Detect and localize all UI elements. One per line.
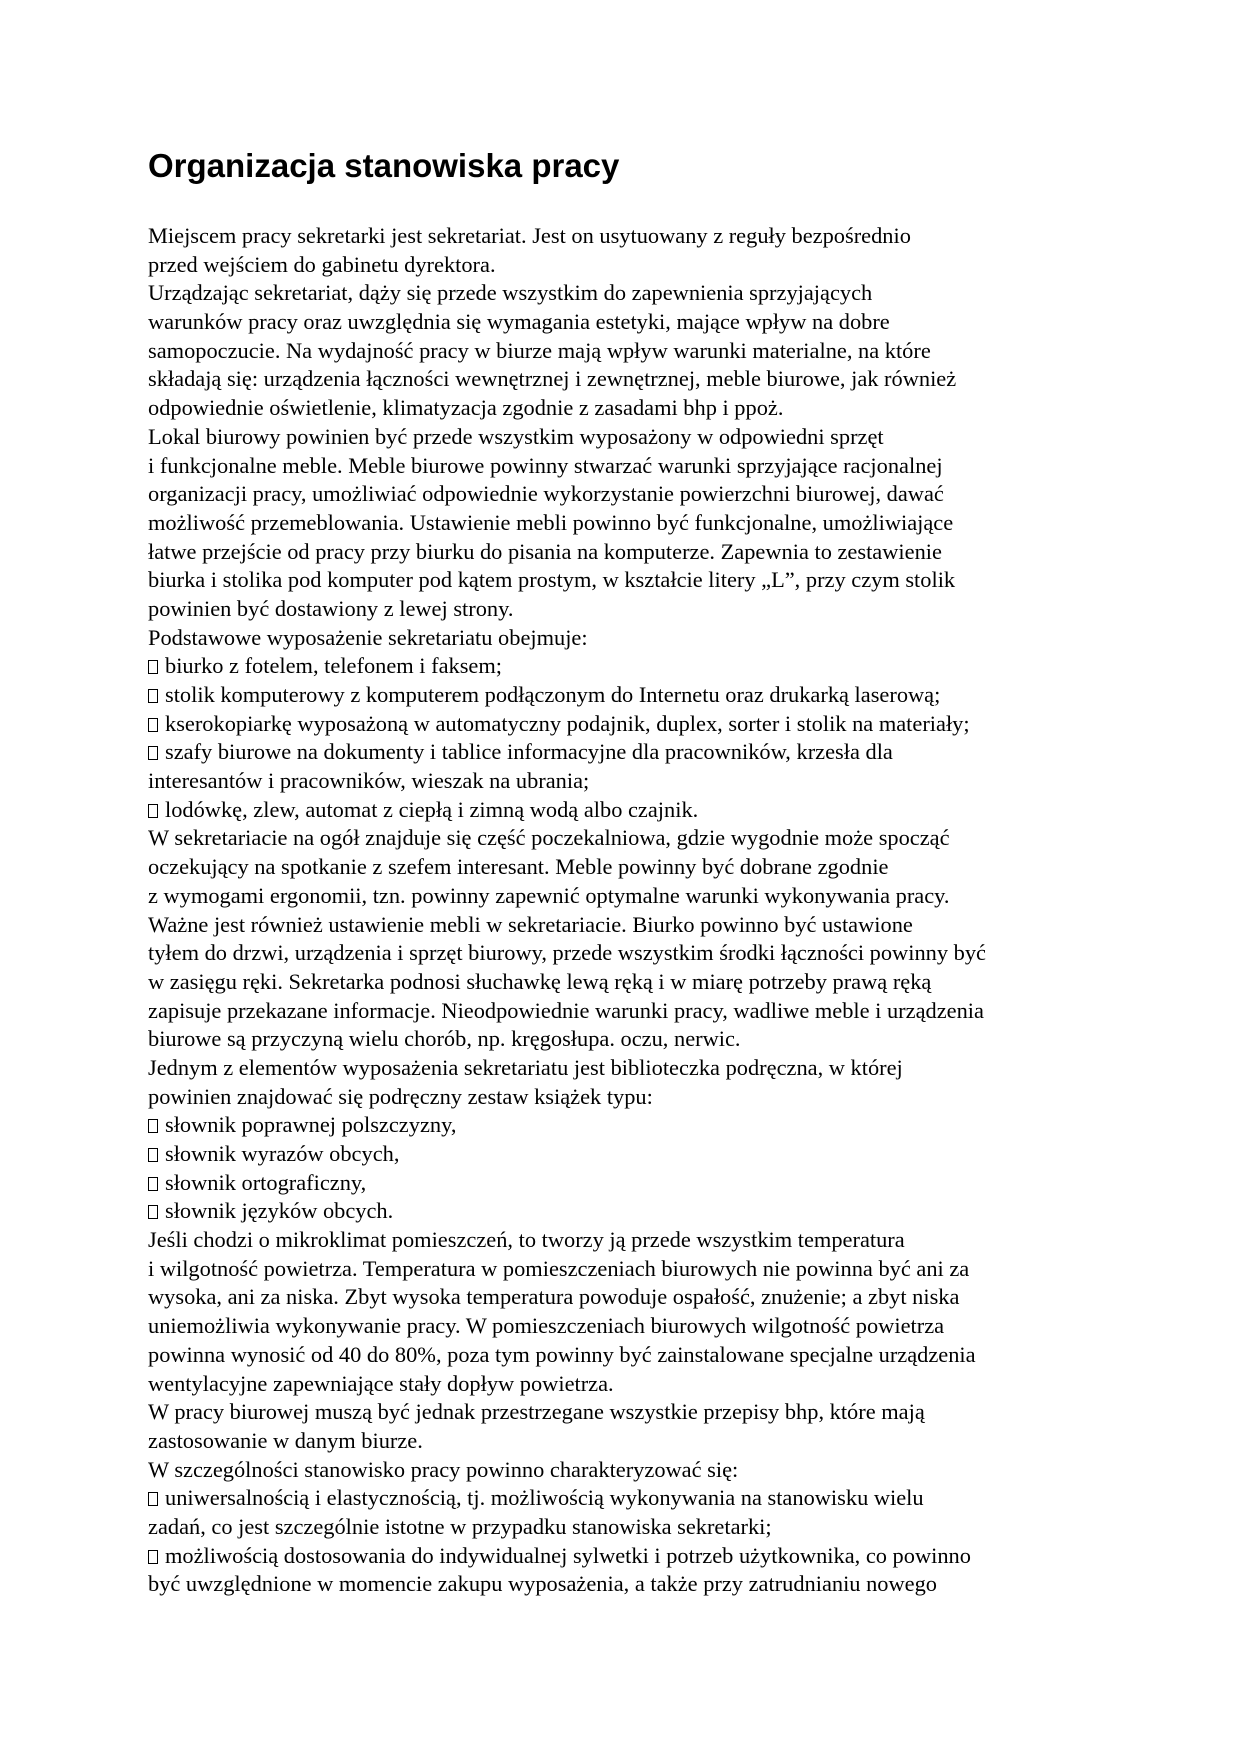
bullet-box-icon — [148, 746, 158, 760]
line-text: składają się: urządzenia łączności wewnętrznej i zewnętrznej, meble biurowe, jak również — [148, 366, 957, 392]
text-line — [148, 767, 1098, 796]
text-line — [148, 824, 1098, 853]
line-text: samopoczucie. Na wydajność pracy w biurze mają wpływ warunki materialne, na które — [148, 337, 931, 363]
line-text: słownik wyrazów obcych, — [165, 1141, 400, 1166]
text-line — [148, 1341, 1098, 1370]
text-line — [148, 624, 1098, 653]
line-text: w zasięgu ręki. Sekretarka podnosi słuchawkę lewą ręką i w miarę potrzeby prawą ręką — [148, 968, 932, 994]
text-line — [148, 1025, 1098, 1054]
line-text: możliwością dostosowania do indywidualnej sylwetki i potrzeb użytkownika, co powinno — [165, 1542, 971, 1568]
text-line — [148, 882, 1098, 911]
bullet-box-icon — [148, 1148, 158, 1162]
line-text: zapisuje przekazane informacje. Nieodpowiednie warunki pracy, wadliwe meble i urządzenia — [148, 997, 984, 1023]
bullet-list-item — [148, 681, 1098, 710]
text-line — [148, 1312, 1098, 1341]
line-text: zastosowanie w danym biurze. — [148, 1427, 423, 1453]
line-text: Lokal biurowy powinien być przede wszystkim wyposażony w odpowiedni sprzęt — [148, 423, 884, 449]
text-line — [148, 1255, 1098, 1284]
text-line — [148, 595, 1098, 624]
bullet-list-item — [148, 1169, 1098, 1198]
line-text: lodówkę, zlew, automat z ciepłą i zimną wodą albo czajnik. — [165, 796, 699, 822]
text-line — [148, 509, 1098, 538]
bullet-list-item — [148, 1542, 1098, 1571]
bullet-box-icon — [148, 718, 158, 732]
line-text: Miejscem pracy sekretarki jest sekretariat. Jest on usytuowany z reguły bezpośrednio — [148, 223, 911, 248]
page-title: Organizacja stanowiska pracy — [148, 147, 620, 184]
line-text: możliwość przemeblowania. Ustawienie mebli powinno być funkcjonalne, umożliwiające — [148, 509, 954, 535]
bullet-box-icon — [148, 1550, 158, 1564]
line-text: powinien znajdować się podręczny zestaw książek typu: — [148, 1083, 653, 1109]
line-text: zadań, co jest szczególnie istotne w przypadku stanowiska sekretarki; — [148, 1513, 772, 1539]
line-text: uniwersalnością i elastycznością, tj. możliwością wykonywania na stanowisku wielu — [165, 1485, 924, 1511]
line-text: uniemożliwia wykonywanie pracy. W pomieszczeniach biurowych wilgotność powietrza — [148, 1313, 945, 1339]
line-text: Jeśli chodzi o mikroklimat pomieszczeń, to tworzy ją przede wszystkim temperatura — [148, 1227, 905, 1253]
line-text: Urządzając sekretariat, dąży się przede wszystkim do zapewnienia sprzyjających — [148, 280, 873, 306]
bullet-list-item — [148, 1140, 1098, 1169]
text-line — [148, 279, 1098, 308]
line-text: wentylacyjne zapewniające stały dopływ powietrza. — [148, 1370, 614, 1396]
line-text: łatwe przejście od pracy przy biurku do pisania na komputerze. Zapewnia to zestawienie — [148, 538, 942, 564]
text-line — [148, 308, 1098, 337]
bullet-list-item — [148, 652, 1098, 681]
line-text: wysoka, ani za niska. Zbyt wysoka temperatura powoduje ospałość, znużenie; a zbyt niska — [148, 1284, 960, 1310]
bullet-box-icon — [148, 1205, 158, 1219]
line-text: W sekretariacie na ogół znajduje się część poczekalniowa, gdzie wygodnie może spocząć — [148, 825, 950, 851]
text-line — [148, 365, 1098, 394]
text-line — [148, 394, 1098, 423]
text-line — [148, 1513, 1098, 1542]
line-text: powinien być dostawiony z lewej strony. — [148, 595, 514, 621]
text-line — [148, 997, 1098, 1026]
line-text: Ważne jest również ustawienie mebli w sekretariacie. Biurko powinno być ustawione — [148, 911, 913, 937]
bullet-list-item — [148, 1484, 1098, 1513]
bullet-box-icon — [148, 1177, 158, 1191]
line-text: słownik poprawnej polszczyzny, — [165, 1112, 457, 1138]
line-text: biurko z fotelem, telefonem i faksem; — [165, 653, 502, 679]
line-text: odpowiednie oświetlenie, klimatyzacja zgodnie z zasadami bhp i ppoż. — [148, 395, 784, 421]
line-text: Jednym z elementów wyposażenia sekretariatu jest biblioteczka podręczna, w której — [148, 1054, 903, 1080]
text-line — [148, 1570, 1098, 1599]
line-text: tyłem do drzwi, urządzenia i sprzęt biurowy, przede wszystkim środki łączności powinny być — [148, 940, 986, 966]
text-line — [148, 1054, 1098, 1083]
bullet-list-item — [148, 710, 1098, 739]
bullet-box-icon — [148, 1119, 158, 1133]
text-line — [148, 480, 1098, 509]
line-text: z wymogami ergonomii, tzn. powinny zapewnić optymalne warunki wykonywania pracy. — [148, 882, 950, 908]
line-text: oczekujący na spotkanie z szefem interesant. Meble powinny być dobrane zgodnie — [148, 854, 889, 880]
bullet-list-item — [148, 738, 1098, 767]
line-text: warunków pracy oraz uwzględnia się wymagania estetyki, mające wpływ na dobre — [148, 309, 890, 335]
line-text: Podstawowe wyposażenie sekretariatu obejmuje: — [148, 624, 588, 650]
text-line — [148, 538, 1098, 567]
line-text: być uwzględnione w momencie zakupu wyposażenia, a także przy zatrudnianiu nowego — [148, 1571, 937, 1597]
text-line — [148, 566, 1098, 595]
text-line — [148, 1427, 1098, 1456]
bullet-list-item — [148, 1197, 1098, 1226]
line-text: szafy biurowe na dokumenty i tablice informacyjne dla pracowników, krzesła dla — [165, 739, 893, 765]
line-text: organizacji pracy, umożliwiać odpowiednie wykorzystanie powierzchni biurowej, dawać — [148, 481, 944, 507]
line-text: przed wejściem do gabinetu dyrektora. — [148, 251, 496, 277]
line-text: powinna wynosić od 40 do 80%, poza tym powinny być zainstalowane specjalne urządzenia — [148, 1341, 976, 1367]
text-line — [148, 1283, 1098, 1312]
bullet-box-icon — [148, 689, 158, 703]
bullet-box-icon — [148, 804, 158, 818]
line-text: kserokopiarkę wyposażoną w automatyczny podajnik, duplex, sorter i stolik na materiały; — [165, 710, 970, 736]
text-line — [148, 251, 1098, 280]
text-line — [148, 1226, 1098, 1255]
line-text: interesantów i pracowników, wieszak na ubrania; — [148, 768, 590, 794]
line-text: biurka i stolika pod komputer pod kątem prostym, w kształcie litery „L”, przy czym stolik — [148, 567, 956, 593]
text-line — [148, 968, 1098, 997]
line-text: i funkcjonalne meble. Meble biurowe powinny stwarzać warunki sprzyjające racjonalnej — [148, 452, 943, 478]
bullet-list-item — [148, 796, 1098, 825]
line-text: W szczególności stanowisko pracy powinno charakteryzować się: — [148, 1456, 739, 1482]
bullet-box-icon — [148, 1492, 158, 1506]
line-text: W pracy biurowej muszą być jednak przestrzegane wszystkie przepisy bhp, które mają — [148, 1399, 925, 1425]
line-text: biurowe są przyczyną wielu chorób, np. kręgosłupa. oczu, nerwic. — [148, 1026, 741, 1052]
document-body — [148, 222, 1098, 1599]
text-line — [148, 1456, 1098, 1485]
bullet-box-icon — [148, 660, 158, 674]
text-line — [148, 1083, 1098, 1112]
text-line — [148, 911, 1098, 940]
bullet-list-item — [148, 1111, 1098, 1140]
line-text: słownik ortograficzny, — [165, 1169, 367, 1195]
text-line — [148, 452, 1098, 481]
line-text: i wilgotność powietrza. Temperatura w pomieszczeniach biurowych nie powinna być ani za — [148, 1255, 970, 1281]
text-line — [148, 337, 1098, 366]
text-line — [148, 222, 1098, 251]
line-text: stolik komputerowy z komputerem podłączonym do Internetu oraz drukarką laserową; — [165, 682, 941, 707]
line-text: słownik języków obcych. — [165, 1198, 394, 1224]
text-line — [148, 1398, 1098, 1427]
text-line — [148, 939, 1098, 968]
text-line — [148, 423, 1098, 452]
text-line — [148, 853, 1098, 882]
text-line — [148, 1370, 1098, 1399]
